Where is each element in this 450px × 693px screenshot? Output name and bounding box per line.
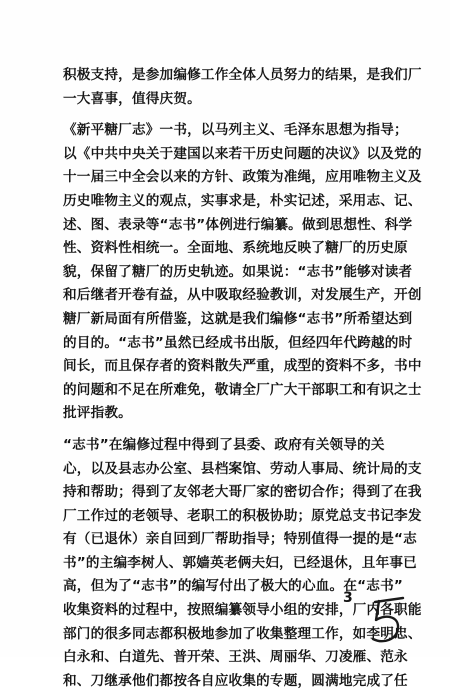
text-line: 书”的主编李树人、郭嫱英老俩夫妇，已经退休，且年事已 [63,554,417,571]
text-line: 述、图、表录等“志书”体例进行编纂。做到思想性、科学 [63,216,413,233]
text-line: 白永和、白道先、普开荣、王洪、周丽华、刀凌雁、范永 [63,649,408,666]
text-line: 《新平糖厂志》一书，以马列主义、毛泽东思想为指导； [63,122,408,139]
text-line: 性、资料性相统一。全面地、系统地反映了糖厂的历史原 [63,240,408,257]
text-line: 貌，保留了糖厂的历史轨迹。如果说：“志书”能够对读者 [63,263,413,280]
handwritten-page-mark [365,592,413,648]
body-text [63,64,422,693]
text-line: 历史唯物主义的观点，实事求是，朴实记述，采用志、记、 [63,192,422,209]
text-line: “志书”在编修过程中得到了县委、政府有关领导的关 [63,436,385,453]
page-number: 3 [343,590,353,606]
text-line: 厂工作过的老领导、老职工的积极协助；原党总支书记李发 [63,507,422,524]
text-line: 的目的。“志书”虽然已经成书出版，但经四年代跨越的时 [63,334,413,351]
text-line: 间长，而且保存者的资料散失严重，成型的资料不多，书中 [63,358,422,375]
text-line: 收集资料的过程中，按照编纂领导小组的安排，厂内各职能 [63,602,422,619]
text-line: 糖厂新局面有所借鉴，这就是我们编修“志书”所希望达到 [63,310,413,327]
text-line: 一大喜事，值得庆贺。 [63,90,201,107]
text-line: 的问题和不足在所难免，敬请全厂广大干部职工和有识之士 [63,381,422,398]
text-line: 部门的很多同志都积极地参加了收集整理工作，如李明忠、 [63,625,422,642]
text-line: 和、刀继承他们都按各自应收集的专题，圆满地完成了任 [63,672,408,689]
text-line: 心，以及县志办公室、县档案馆、劳动人事局、统计局的支 [63,460,422,477]
text-line: 高，但为了“志书”的编写付出了极大的心血。在“志书” [63,578,403,595]
text-line: 十一届三中全会以来的方针、政策为准绳，应用唯物主义及 [63,169,422,186]
text-line: 持和帮助；得到了友邻老大哥厂家的密切合作；得到了在我 [63,484,422,501]
text-line: 积极支持，是参加编修工作全体人员努力的结果，是我们厂 [63,67,422,83]
text-line: 以《中共中央关于建国以来若干历史问题的决议》以及党的 [63,145,422,162]
text-line: 和后继者开卷有益，从中吸取经验教训，对发展生产，开创 [63,287,422,304]
text-line: 批评指教。 [63,405,132,422]
text-line: 有（已退休）亲自回到厂帮助指导；特别值得一提的是“志 [63,531,417,548]
